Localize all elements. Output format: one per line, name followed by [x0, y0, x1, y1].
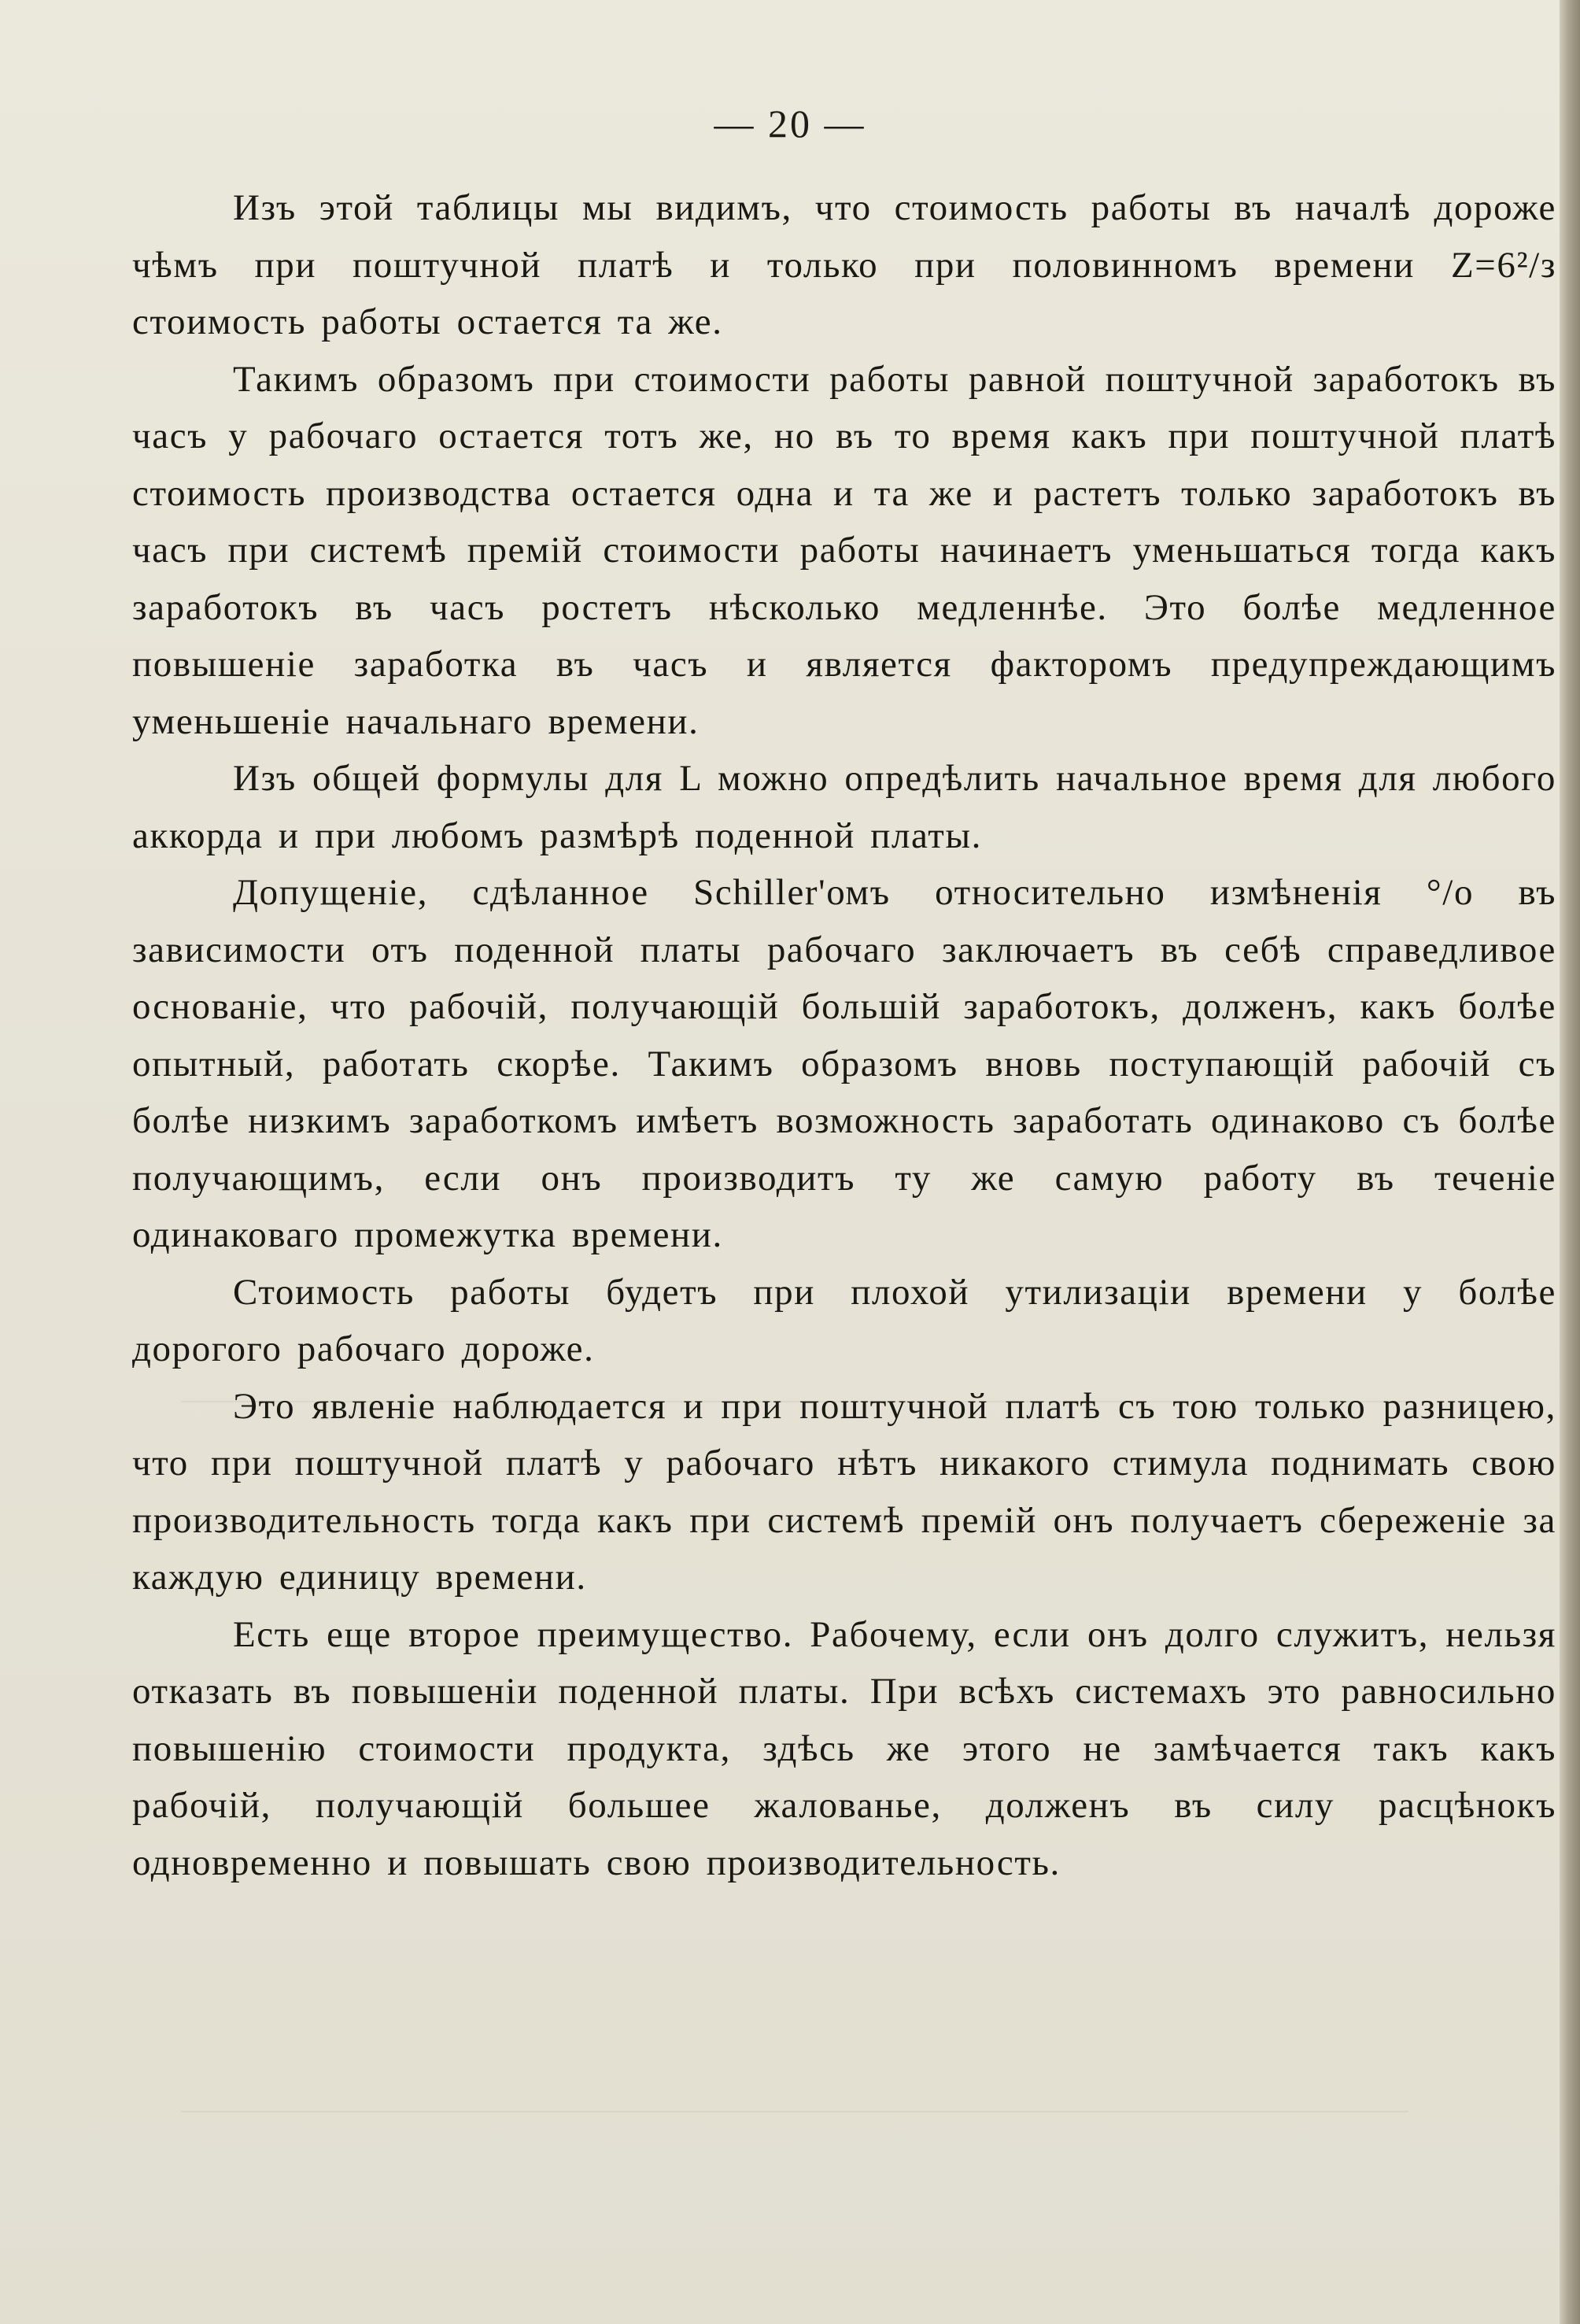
body-text [132, 179, 1556, 1891]
paragraph: Стоимость работы будетъ при плохой утилизаціи времени у болѣе дорогого рабочаго дороже. [132, 1271, 1556, 1369]
binding-edge [1560, 0, 1580, 2324]
paragraph: Изъ общей формулы для L можно опредѣлить начальное время для любого аккорда и при любомъ размѣрѣ поденной платы. [132, 758, 1556, 856]
paragraph: Такимъ образомъ при стоимости работы равной поштучной заработокъ въ часъ у рабочаго остается тотъ же, но въ то время какъ при поштучной платѣ стоимость производства остается одна и та же и растетъ только заработокъ въ часъ при системѣ премій стоимости работы начинаетъ уменьшаться тогда какъ заработокъ въ часъ ростетъ нѣсколько медленнѣе. Это болѣе медленное повышеніе заработка въ часъ и является факторомъ предупреждающимъ уменьшеніе начальнаго времени. [132, 358, 1556, 742]
paragraph: Изъ этой таблицы мы видимъ, что стоимость работы въ началѣ дороже чѣмъ при поштучной платѣ и только при половинномъ времени Z=6²/з стоимость работы остается та же. [132, 187, 1556, 342]
paragraph: Допущеніе, сдѣланное Schiller'омъ относительно измѣненія °/о въ зависимости отъ поденной платы рабочаго заключаетъ въ себѣ справедливое основаніе, что рабочій, получающій большій заработокъ, долженъ, какъ болѣе опытный, работать скорѣе. Такимъ образомъ вновь поступающій рабочій съ болѣе низкимъ заработкомъ имѣетъ возможность заработать одинаково съ болѣе получающимъ, если онъ производитъ ту же самую работу въ теченіе одинаковаго промежутка времени. [132, 872, 1556, 1255]
paragraph: Есть еще второе преимущество. Рабочему, если онъ долго служитъ, нельзя отказать въ повышеніи поденной платы. При всѣхъ системахъ это равносильно повышенію стоимости продукта, здѣсь же этого не замѣчается такъ какъ рабочій, получающій большее жалованье, долженъ въ силу расцѣнокъ одновременно и повышать свою производительность. [132, 1613, 1556, 1883]
page-number: — 20 — [714, 102, 866, 146]
paragraph: Это явленіе наблюдается и при поштучной платѣ съ тою только разницею, что при поштучной платѣ у рабочаго нѣтъ никакого стимула поднимать свою производительность тогда какъ при системѣ премій онъ получаетъ сбереженіе за каждую единицу времени. [132, 1385, 1556, 1598]
